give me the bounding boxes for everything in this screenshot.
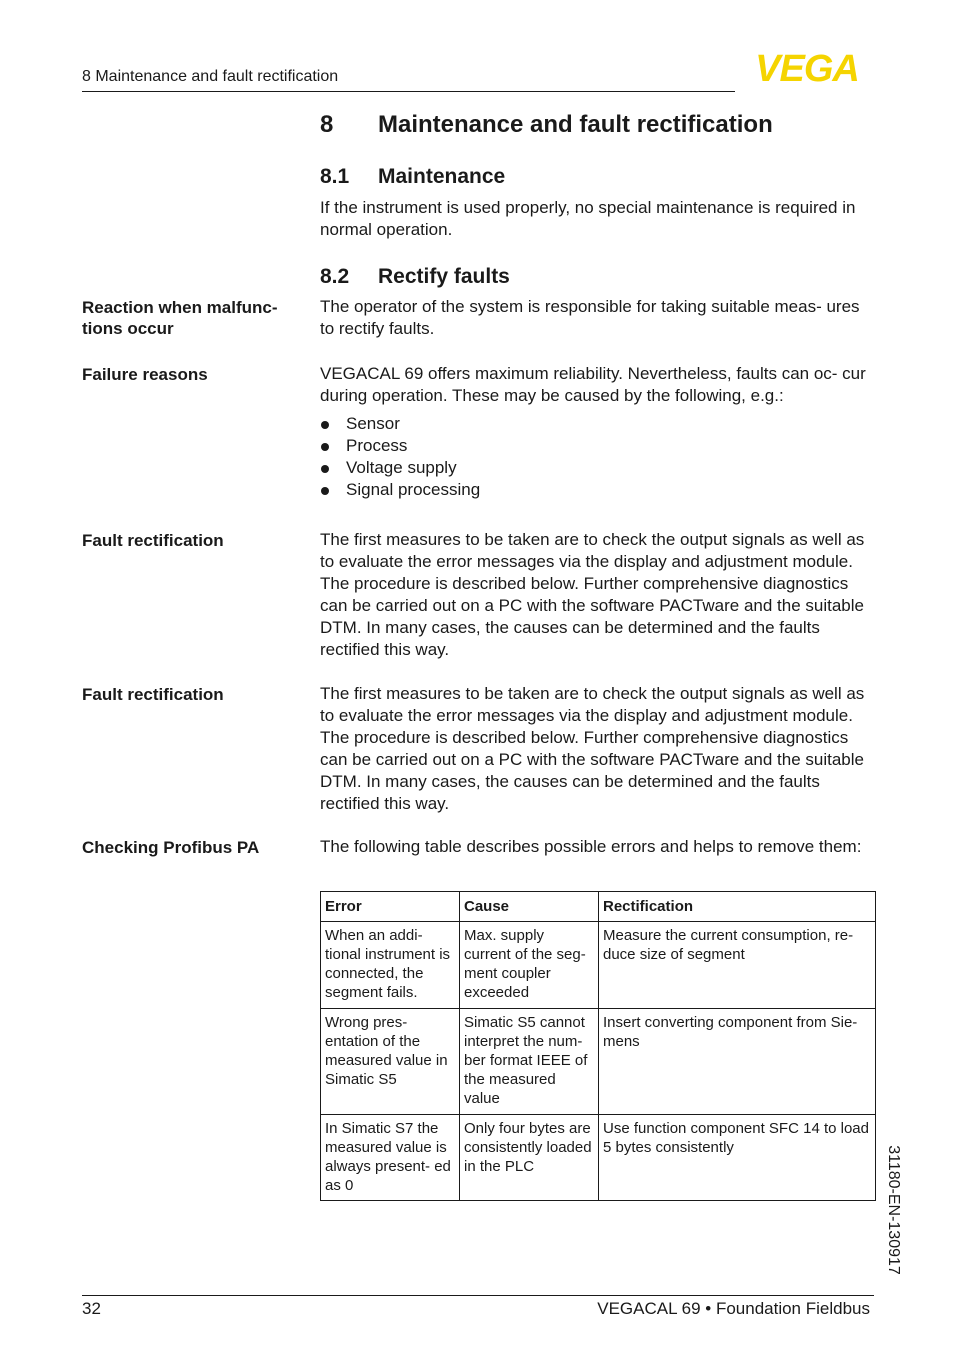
running-header: 8 Maintenance and fault rectification: [82, 68, 339, 85]
list-item: Signal processing: [320, 479, 872, 501]
profibus-text: The following table describes possible errors and helps to remove them:: [320, 837, 862, 856]
section-heading-rectify: [320, 265, 510, 289]
section-title: Rectify faults: [378, 265, 510, 288]
vega-logo: [740, 50, 874, 84]
fault-rectification-text: The first measures to be taken are to check the output signals as well as to evaluate the error messages via the display and adjustment module. The procedure is described below. Further comprehensive diagnostics can be carried out on a PC with the software PACTware and the suitable DTM. In many cases, the causes can be determined and the faults rectified this way.: [320, 530, 865, 659]
maintenance-text: If the instrument is used properly, no special maintenance is required in normal operation.: [320, 198, 856, 239]
header-divider: [82, 91, 735, 92]
list-item: Process: [320, 435, 872, 457]
logo-text: VEGA: [755, 50, 859, 84]
table-row: [321, 922, 876, 1009]
footer-divider: [82, 1295, 874, 1296]
table-cell: Measure the current consumption, re- duce size of segment: [599, 922, 876, 1009]
table-cell: Insert converting component from Sie- mens: [599, 1009, 876, 1115]
column-header-rectification: Rectification: [599, 892, 876, 922]
list-item: Voltage supply: [320, 457, 872, 479]
table-cell: In Simatic S7 the measured value is always present- ed as 0: [321, 1115, 460, 1201]
section-title: Maintenance: [378, 165, 506, 188]
section-heading-maintenance: [320, 165, 505, 189]
list-item: Sensor: [320, 413, 872, 435]
reaction-text: The operator of the system is responsible for taking suitable meas- ures to rectify faults.: [320, 297, 860, 338]
table-cell: Wrong pres- entation of the measured value in Simatic S5: [321, 1009, 460, 1115]
chapter-heading: [320, 111, 773, 139]
margin-label-reaction: Reaction when malfunc- tions occur: [82, 298, 278, 338]
fault-rectification-text: The first measures to be taken are to check the output signals as well as to evaluate the error messages via the display and adjustment module. The procedure is described below. Further comprehensive diagnostics can be carried out on a PC with the software PACTware and the suitable DTM. In many cases, the causes can be determined and the faults rectified this way.: [320, 684, 865, 813]
table-header-row: [321, 892, 876, 922]
margin-label-failure: Failure reasons: [82, 365, 208, 384]
table-cell: Max. supply current of the seg- ment coupler exceeded: [460, 922, 599, 1009]
section-number: 8.2: [320, 265, 350, 288]
page-number: 32: [82, 1299, 101, 1318]
footer-product: VEGACAL 69 • Foundation Fieldbus: [597, 1299, 870, 1318]
column-header-cause: Cause: [460, 892, 599, 922]
column-header-error: Error: [321, 892, 460, 922]
table-row: [321, 1115, 876, 1201]
section-number: 8.1: [320, 165, 350, 188]
chapter-number: 8: [320, 111, 334, 138]
margin-label-fault-rectification: Fault rectification: [82, 531, 224, 550]
chapter-title: Maintenance and fault rectification: [378, 111, 773, 138]
failure-text: VEGACAL 69 offers maximum reliability. Nevertheless, faults can oc- cur during operation. These may be caused by the following, e.g.:: [320, 364, 866, 405]
table-cell: Simatic S5 cannot interpret the num- ber format IEEE of the measured value: [460, 1009, 599, 1115]
table-cell: Use function component SFC 14 to load 5 bytes consistently: [599, 1115, 876, 1201]
table-cell: Only four bytes are consistently loaded in the PLC: [460, 1115, 599, 1201]
error-table: [320, 891, 876, 1201]
failure-reasons-list: [320, 413, 872, 501]
margin-label-fault-rectification: Fault rectification: [82, 685, 224, 704]
table-cell: When an addi- tional instrument is connected, the segment fails.: [321, 922, 460, 1009]
margin-label-profibus: Checking Profibus PA: [82, 838, 260, 857]
document-number: 31180-EN-130917: [885, 1145, 902, 1275]
table-row: [321, 1009, 876, 1115]
